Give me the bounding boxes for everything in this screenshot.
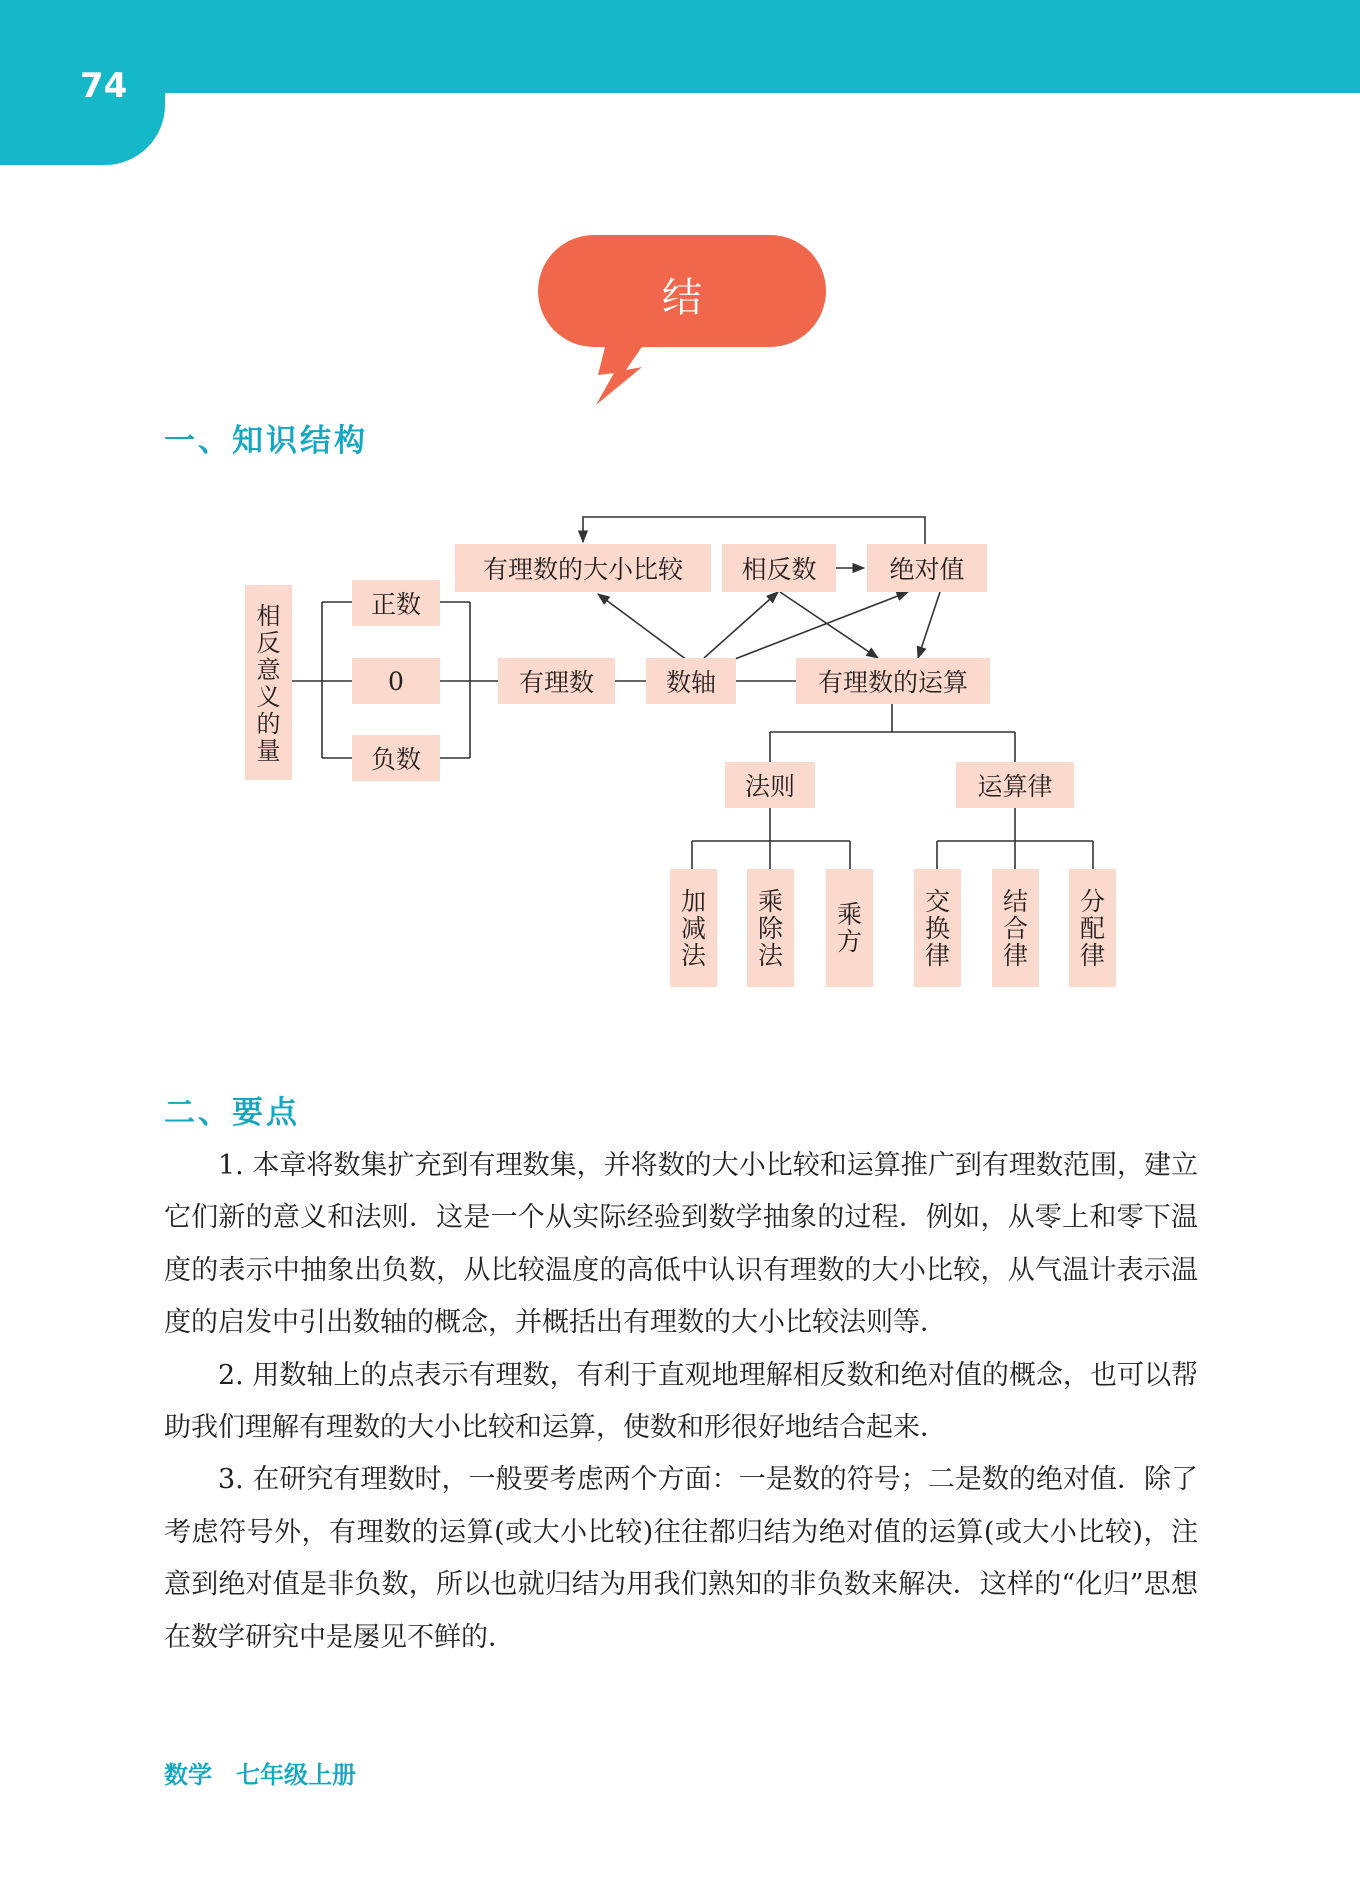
page-number: 74 [80, 66, 128, 106]
box-power: 乘 方 [826, 869, 873, 987]
box-positive-number: 正数 [352, 580, 440, 626]
box-negative-number: 负数 [352, 735, 440, 781]
summary-bubble-label: 结 [662, 275, 702, 321]
box-opposite-number: 相反数 [722, 544, 836, 592]
box-associative-law: 结 合 律 [992, 869, 1039, 987]
box-distributive-law: 分 配 律 [1069, 869, 1116, 987]
key-point-1: 1. 本章将数集扩充到有理数集，并将数的大小比较和运算推广到有理数范围，建立它们新的意义和法则．这是一个从实际经验到数学抽象的过程．例如，从零上和零下温度的表示中抽象出负数，从比较温度的高低中认识有理数的大小比较，从气温计表示温度的启发中引出数轴的概念，并概括出有理数的大小比较法则等． [164, 1150, 1198, 1339]
box-rational-number: 有理数 [498, 658, 615, 704]
key-point-2: 2. 用数轴上的点表示有理数，有利于直观地理解相反数和绝对值的概念，也可以帮助我们理解有理数的大小比较和运算，使数和形很好地结合起来． [164, 1359, 1198, 1444]
key-points-body [164, 1140, 1198, 1664]
box-operation-laws: 运算律 [956, 762, 1074, 808]
box-addition-subtraction: 加 减 法 [670, 869, 717, 987]
box-multiplication-division: 乘 除 法 [747, 869, 794, 987]
box-rational-operations: 有理数的运算 [796, 658, 990, 704]
box-opposite-meaning-quantities: 相 反 意 义 的 量 [245, 585, 292, 780]
section-heading-key-points: 二、要点 [164, 1095, 300, 1131]
box-rational-comparison: 有理数的大小比较 [455, 544, 711, 592]
box-rules: 法则 [725, 762, 815, 808]
box-commutative-law: 交 换 律 [914, 869, 961, 987]
section-heading-knowledge-structure: 一、知识结构 [164, 423, 368, 459]
box-number-line: 数轴 [646, 658, 736, 704]
footer-book-title: 数学 七年级上册 [164, 1761, 356, 1789]
box-zero: 0 [352, 658, 440, 704]
key-point-3: 3. 在研究有理数时，一般要考虑两个方面：一是数的符号；二是数的绝对值．除了考虑符号外，有理数的运算(或大小比较)往往都归结为绝对值的运算(或大小比较)，注意到绝对值是非负数，所以也就归结为用我们熟知的非负数来解决．这样的“化归”思想在数学研究中是屡见不鲜的． [164, 1464, 1198, 1653]
box-absolute-value: 绝对值 [867, 544, 987, 592]
